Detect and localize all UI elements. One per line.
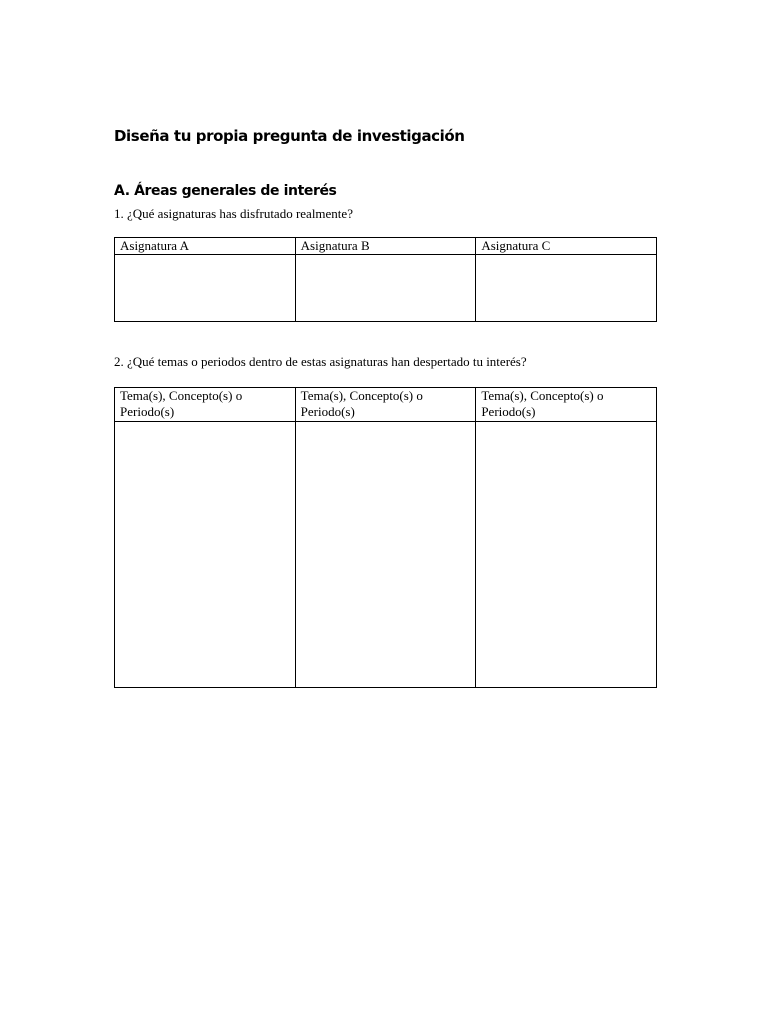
subjects-table: [114, 237, 657, 322]
subject-c-answer-cell[interactable]: [476, 255, 657, 322]
subject-c-header: Asignatura C: [476, 238, 657, 255]
subjects-table-header-row: [115, 238, 657, 255]
question-1-text: 1. ¿Qué asignaturas has disfrutado realmente?: [114, 206, 353, 221]
subject-b-answer-cell[interactable]: [295, 255, 476, 322]
subjects-table-answer-row: [115, 255, 657, 322]
document-title: Diseña tu propia pregunta de investigación: [114, 127, 465, 145]
question-2-text: 2. ¿Qué temas o periodos dentro de estas asignaturas han despertado tu interés?: [114, 354, 527, 369]
topics-table: [114, 387, 657, 688]
topics-table-header-row: [115, 388, 657, 422]
subject-b-header: Asignatura B: [295, 238, 476, 255]
subject-a-answer-cell[interactable]: [115, 255, 296, 322]
subject-a-header: Asignatura A: [115, 238, 296, 255]
topics-c-header: Tema(s), Concepto(s) o Periodo(s): [476, 388, 657, 422]
topics-a-answer-cell[interactable]: [115, 422, 296, 688]
topics-b-header: Tema(s), Concepto(s) o Periodo(s): [295, 388, 476, 422]
topics-a-header: Tema(s), Concepto(s) o Periodo(s): [115, 388, 296, 422]
topics-table-answer-row: [115, 422, 657, 688]
topics-c-answer-cell[interactable]: [476, 422, 657, 688]
section-a-heading: A. Áreas generales de interés: [114, 183, 337, 199]
topics-b-answer-cell[interactable]: [295, 422, 476, 688]
